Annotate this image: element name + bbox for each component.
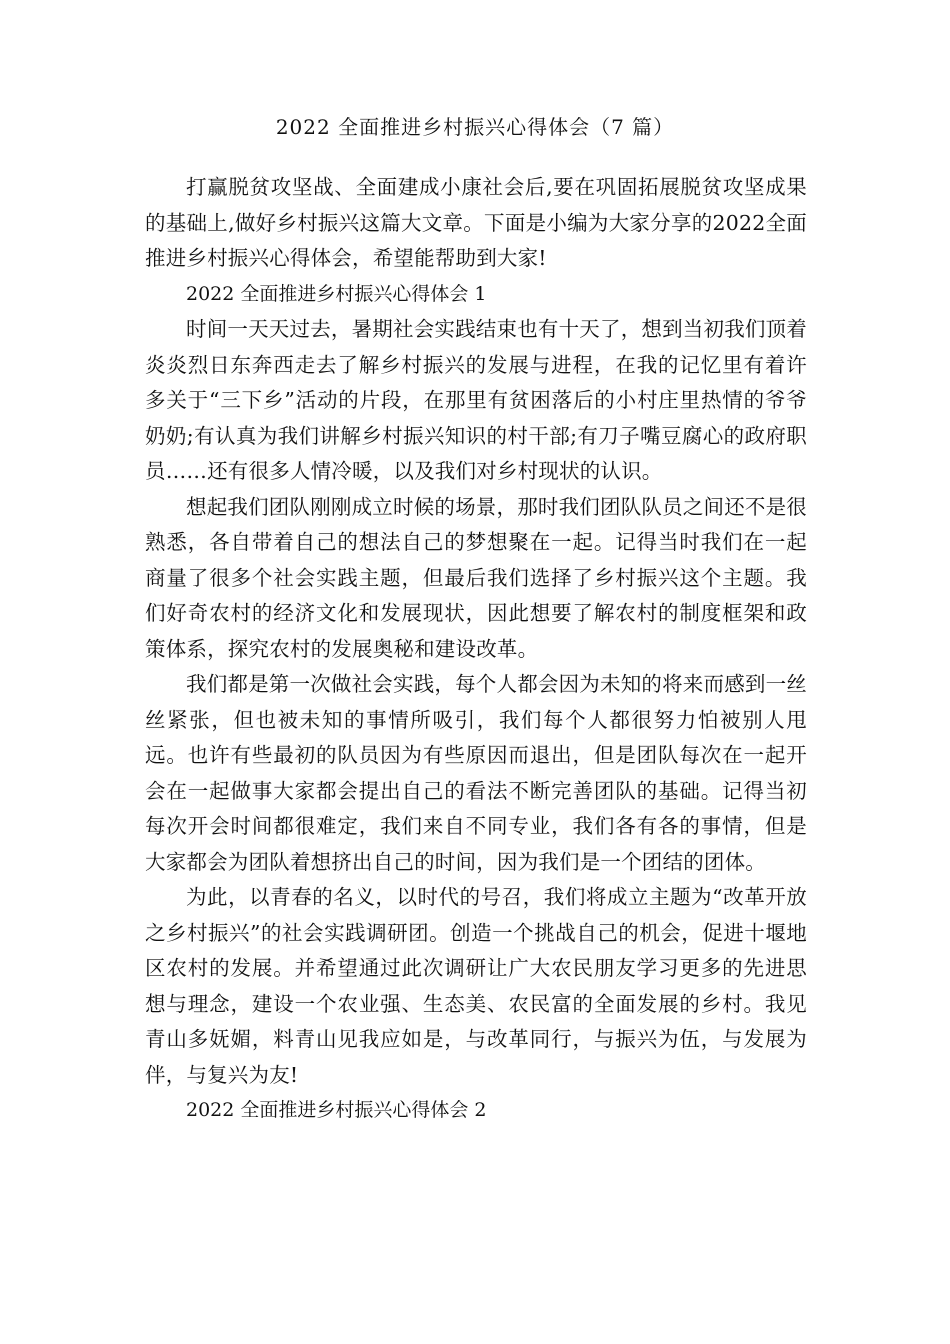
section-2-heading: 2022 全面推进乡村振兴心得体会 2 (186, 1099, 487, 1121)
intro-paragraph: 打赢脱贫攻坚战、全面建成小康社会后,要在巩固拓展脱贫攻坚成果的基础上,做好乡村振兴这篇大文章。下面是小编为大家分享的2022全面推进乡村振兴心得体会，希望能帮助到大家! (145, 175, 807, 270)
section-1-paragraph: 想起我们团队刚刚成立时候的场景，那时我们团队队员之间还不是很熟悉，各自带着自己的想法自己的梦想聚在一起。记得当时我们在一起商量了很多个社会实践主题，但最后我们选择了乡村振兴这个主题。我们好奇农村的经济文化和发展现状，因此想要了解农村的制度框架和政策体系，探究农村的发展奥秘和建设改革。 (145, 494, 807, 661)
section-1-paragraph: 时间一天天过去，暑期社会实践结束也有十天了，想到当初我们顶着炎炎烈日东奔西走去了解乡村振兴的发展与进程，在我的记忆里有着许多关于“三下乡”活动的片段，在那里有贫困落后的小村庄里热情的爷爷奶奶;有认真为我们讲解乡村振兴知识的村干部;有刀子嘴豆腐心的政府职员……还有很多人情冷暖，以及我们对乡村现状的认识。 (145, 317, 807, 483)
document-title: 2022 全面推进乡村振兴心得体会（7 篇） (275, 115, 675, 139)
section-1-paragraph: 为此，以青春的名义，以时代的号召，我们将成立主题为“改革开放之乡村振兴”的社会实践调研团。创造一个挑战自己的机会，促进十堰地区农村的发展。并希望通过此次调研让广大农民朋友学习更多的先进思想与理念，建设一个农业强、生态美、农民富的全面发展的乡村。我见青山多妩媚，料青山见我应如是，与改革同行，与振兴为伍，与发展为伴，与复兴为友! (145, 885, 807, 1087)
document-body (145, 170, 807, 1129)
section-1-heading: 2022 全面推进乡村振兴心得体会 1 (186, 282, 487, 305)
section-1-paragraph: 我们都是第一次做社会实践，每个人都会因为未知的将来而感到一丝丝紧张，但也被未知的事情所吸引，我们每个人都很努力怕被别人甩远。也许有些最初的队员因为有些原因而退出，但是团队每次在一起开会在一起做事大家都会提出自己的看法不断完善团队的基础。记得当初每次开会时间都很难定，我们来自不同专业，我们各有各的事情，但是大家都会为团队着想挤出自己的时间，因为我们是一个团结的团体。 (145, 672, 807, 874)
